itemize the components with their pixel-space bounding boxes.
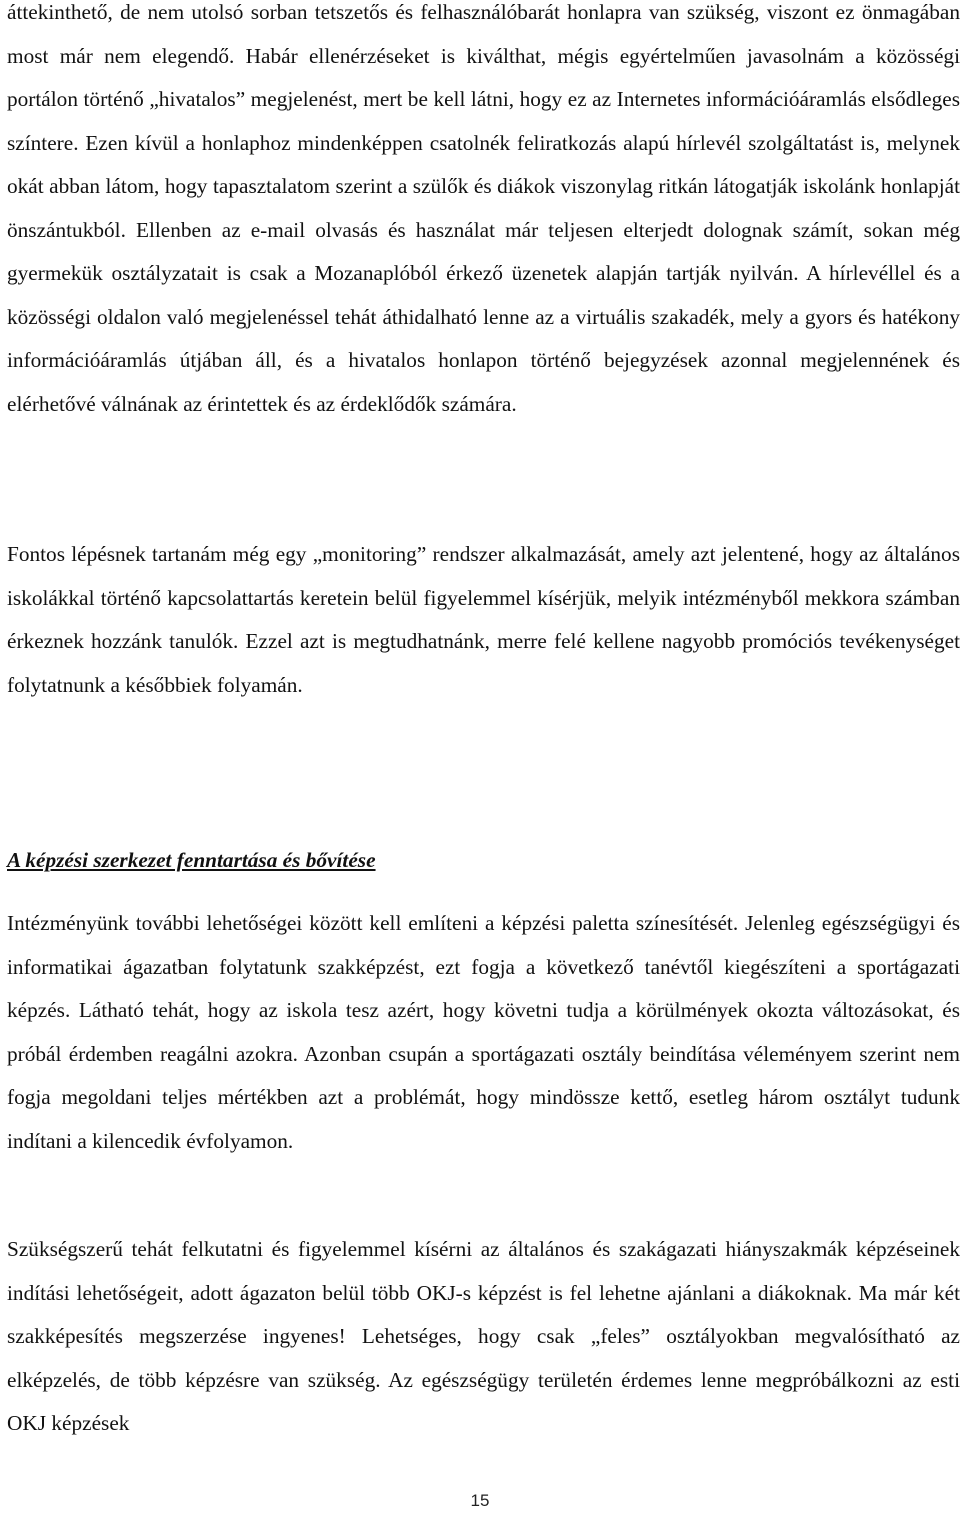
paragraph-online-presence: áttekinthető, de nem utolsó sorban tetszetős és felhasználóbarát honlapra van szükség, viszont ez önmagában most már nem elegendő. Habár ellenérzéseket is kiválthat, mégis egyértelműen javasolnám a közösségi portálon történő „hivatalos” megjelenést, mert be kell látni, hogy ez az Internetes információáramlás elsődleges színtere. Ezen kívül a honlaphoz mindenképpen csatolnék feliratkozás alapú hírlevél szolgáltatást is, melynek okát abban látom, hogy tapasztalatom szerint a szülők és diákok viszonylag ritkán látogatják iskolánk honlapját önszántukból. Ellenben az e-mail olvasás és használat már teljesen elterjedt dolognak számít, sokan még gyermekük osztályzatait is csak a Mozanaplóból érkező üzenetek alapján tartják nyilván. A hírlevéllel és a közösségi oldalon való megjelenéssel tehát áthidalható lenne az a virtuális szakadék, mely a gyors és hatékony információáramlás útjában áll, és a hivatalos honlapon történő bejegyzések azonnal megjelennének és elérhetővé válnának az érintettek és az érdeklődők számára. — [7, 0, 960, 416]
paragraph-shortage-professions: Szükségszerű tehát felkutatni és figyelemmel kísérni az általános és szakágazati hiányszakmák képzéseinek indítási lehetőségeit, adott ágazaton belül több OKJ-s képzést is fel lehetne ajánlani a diákoknak. Ma már két szakképesítés megszerzése ingyenes! Lehetséges, hogy csak „feles” osztályokban megvalósítható az elképzelés, de több képzésre van szükség. Az egészségügy területén érdemes lenne megpróbálkozni az esti OKJ képzések — [7, 1237, 960, 1435]
section-heading: A képzési szerkezet fenntartása és bővítése — [7, 848, 376, 872]
page-number: 15 — [470, 1491, 490, 1510]
paragraph-training-palette: Intézményünk további lehetőségei között kell említeni a képzési paletta színesítését. Jelenleg egészségügyi és informatikai ágazatban folytatunk szakképzést, ezt fogja a következő tanévtől kiegészíteni a sportágazati képzés. Látható tehát, hogy az iskola tesz azért, hogy követni tudja a körülmények okozta változásokat, és próbál érdemben reagálni azokra. Azonban csupán a sportágazati osztály beindítása véleményem szerint nem fogja megoldani teljes mértékben azt a problémát, hogy mindössze kettő, esetleg három osztályt tudunk indítani a kilencedik évfolyamon. — [7, 911, 960, 1153]
paragraph-monitoring: Fontos lépésnek tartanám még egy „monitoring” rendszer alkalmazását, amely azt jelentené, hogy az általános iskolákkal történő kapcsolattartás keretein belül figyelemmel kísérjük, melyik intézményből mekkora számban érkeznek hozzánk tanulók. Ezzel azt is megtudhatnánk, merre felé kellene nagyobb promóciós tevékenységet folytatnunk a későbbiek folyamán. — [7, 542, 960, 697]
